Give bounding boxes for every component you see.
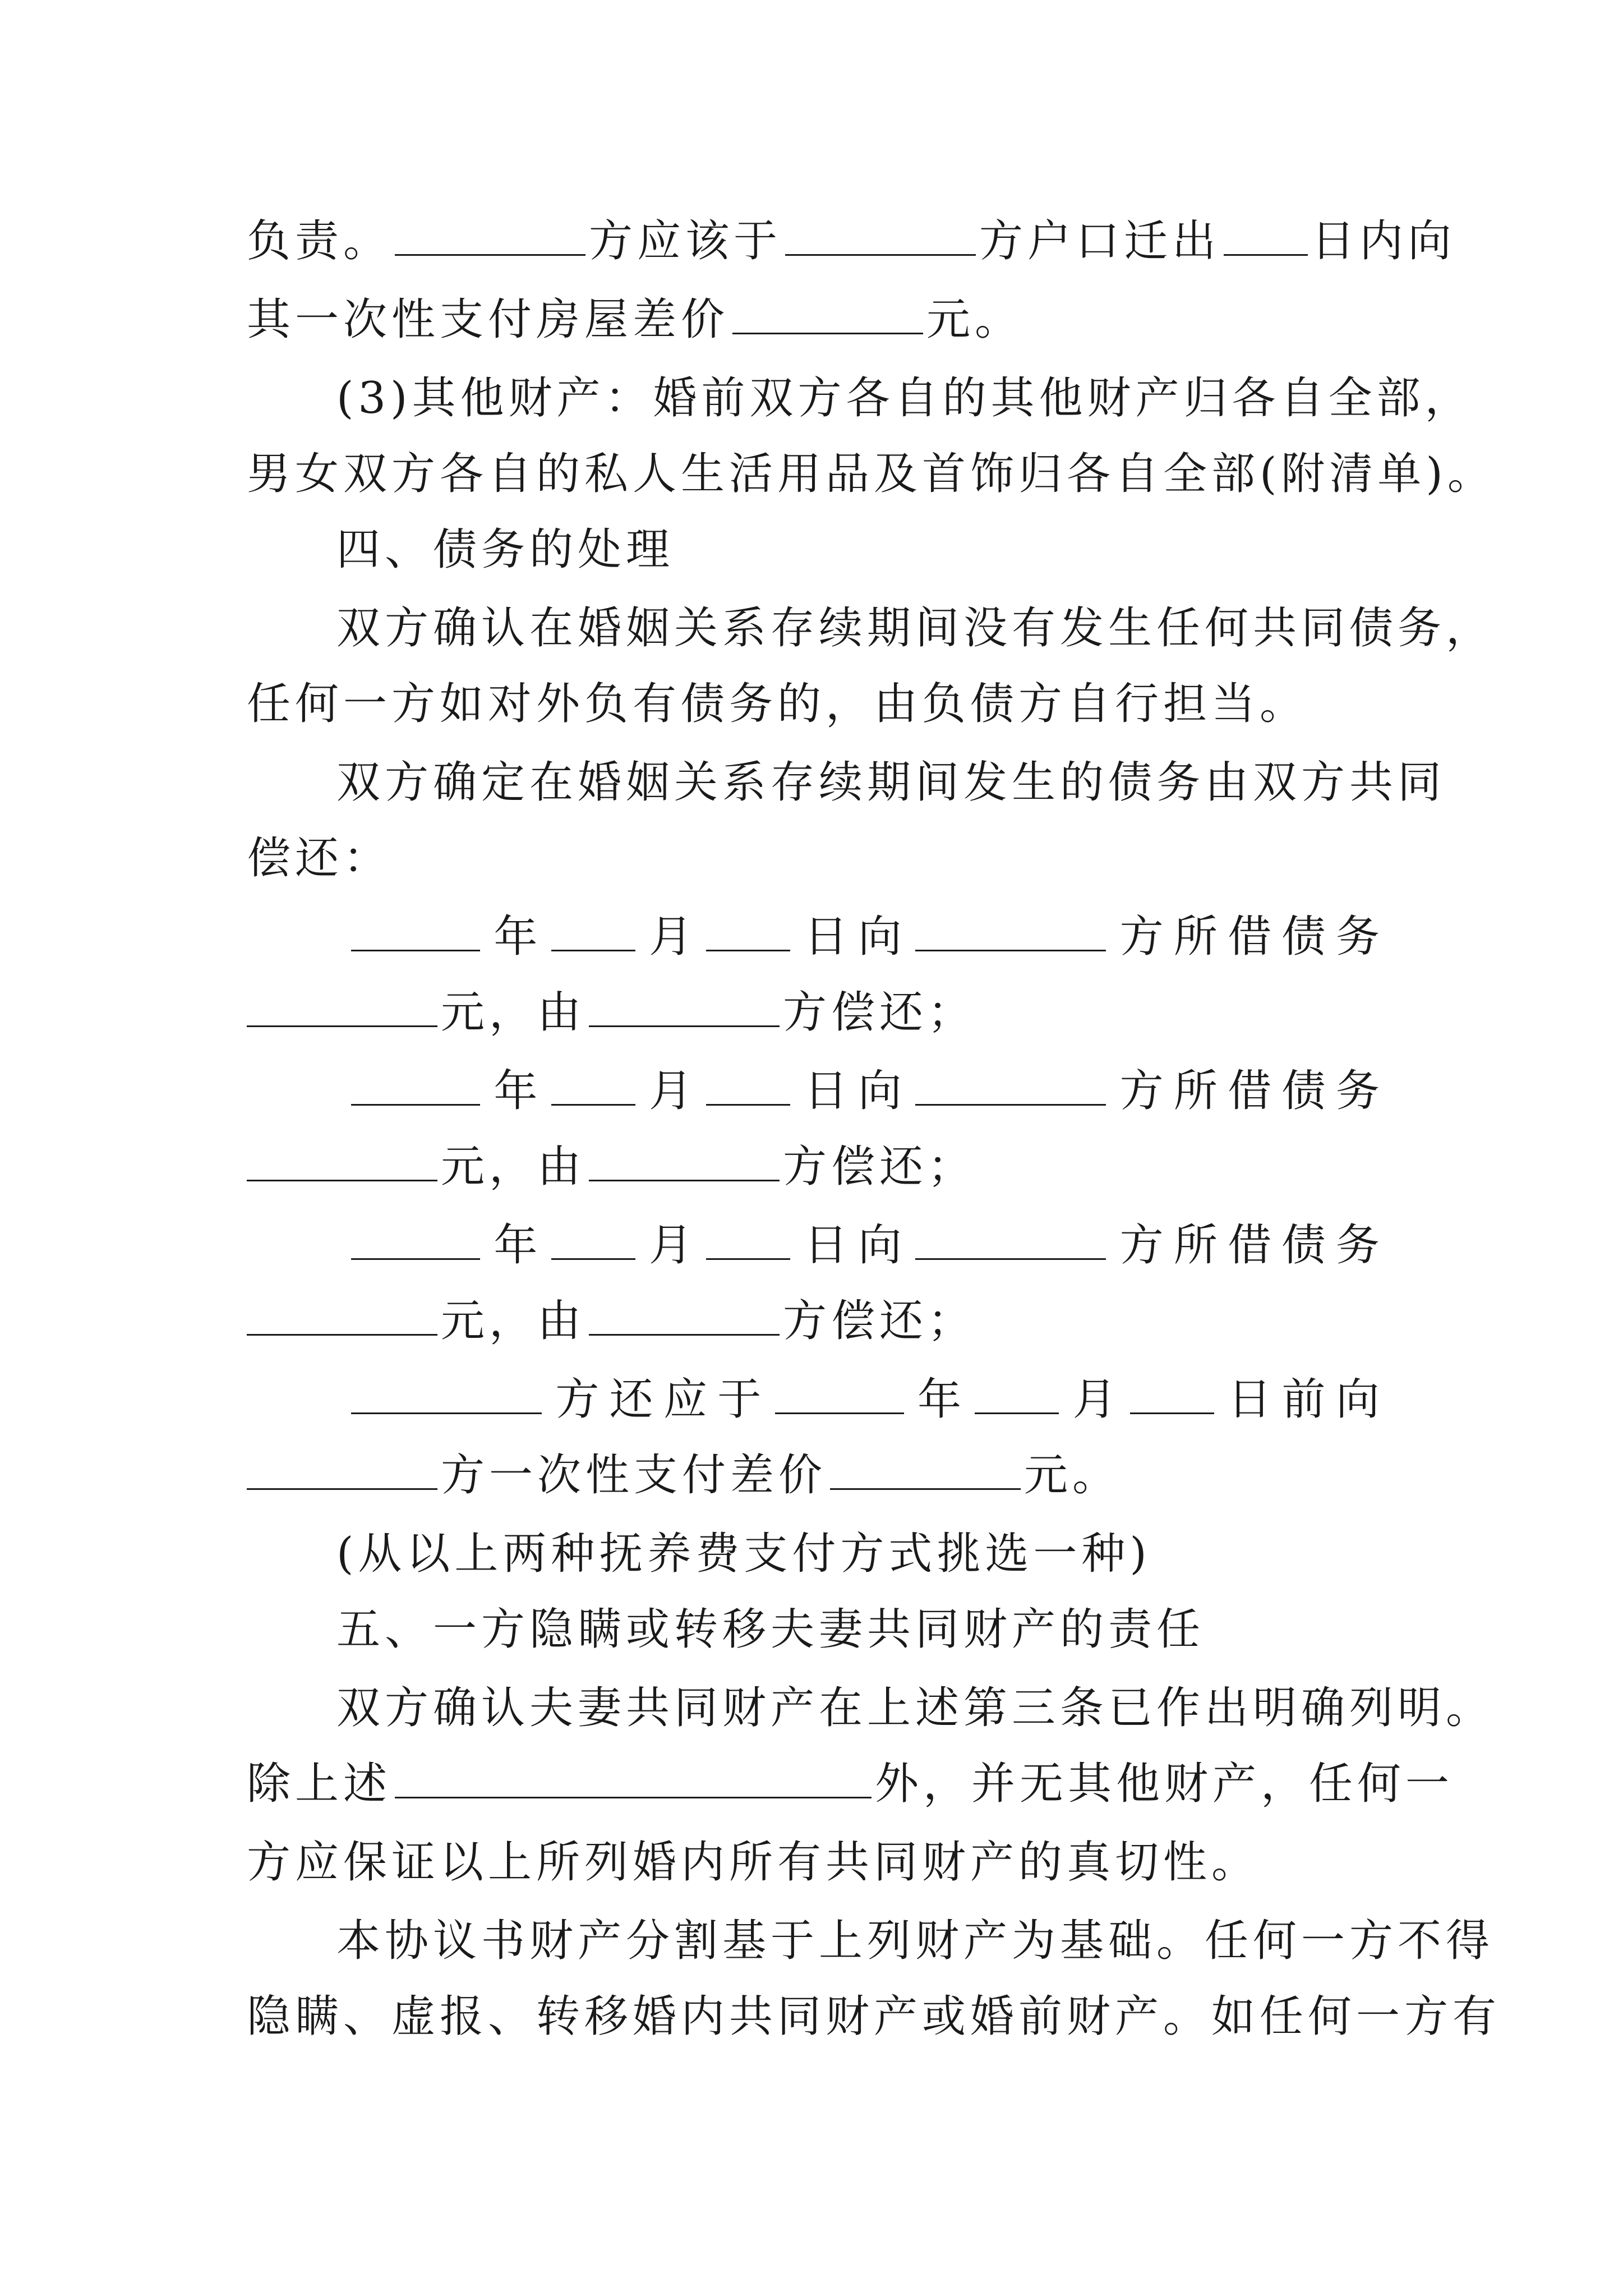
text-segment: 年: [917, 1374, 961, 1425]
text-segment: 向: [1335, 1374, 1380, 1425]
text-line: 双方确认在婚姻关系存续期间没有发生任何共同债务，: [336, 603, 1495, 654]
fill-blank: [247, 1295, 437, 1336]
text-segment: 务: [1335, 1220, 1380, 1271]
text-segment: 日内向: [1311, 216, 1456, 266]
text-segment: 除上述: [247, 1759, 392, 1809]
text-segment: 外，并无其他财产，任何一: [875, 1759, 1454, 1809]
section-heading: 四、债务的处理: [336, 524, 675, 575]
fill-blank: [247, 1140, 437, 1181]
text-segment: 方偿还；: [783, 1142, 976, 1192]
fill-blank: [975, 1373, 1059, 1414]
text-segment: 月: [648, 1066, 693, 1116]
fill-blank: [551, 1065, 635, 1106]
text-segment: 应: [663, 1374, 707, 1425]
text-segment: 所: [1173, 1066, 1218, 1116]
fill-blank: [706, 910, 790, 951]
fill-blank: [1224, 215, 1308, 256]
text-segment: 方偿还；: [783, 1296, 976, 1346]
text-segment: 还: [609, 1374, 653, 1425]
text-segment: 方偿还；: [783, 987, 976, 1038]
fill-blank: [830, 1449, 1021, 1490]
debt-entry-row: [348, 1052, 1380, 1130]
text-segment: 年: [494, 912, 538, 962]
fill-blank: [915, 1065, 1106, 1106]
fill-blank: [775, 1373, 904, 1414]
fill-blank: [551, 910, 635, 951]
text-segment: 务: [1335, 912, 1380, 962]
text-segment: 日: [1228, 1374, 1272, 1425]
text-segment: 向: [857, 1220, 902, 1271]
text-line: 男女双方各自的私人生活用品及首饰归各自全部(附清单)。: [247, 449, 1496, 499]
text-segment: 所: [1173, 1220, 1218, 1271]
text-segment: 月: [648, 1220, 693, 1271]
text-segment: 年: [494, 1066, 538, 1116]
text-line: [247, 202, 1456, 280]
debt-entry-cont: [247, 1128, 1380, 1206]
section-heading: 五、一方隐瞒或转移夫妻共同财产的责任: [336, 1604, 1205, 1655]
text-segment: 元，由: [441, 987, 586, 1038]
text-segment: 务: [1335, 1066, 1380, 1116]
fill-blank: [351, 910, 480, 951]
text-segment: 元。: [1024, 1450, 1121, 1501]
text-line: (从以上两种抚养费支付方式挑选一种): [336, 1529, 1151, 1579]
fill-blank: [1130, 1373, 1214, 1414]
text-segment: 日: [804, 1220, 848, 1271]
text-segment: 所: [1173, 912, 1218, 962]
fill-blank: [706, 1219, 790, 1260]
fill-blank: [351, 1219, 480, 1260]
text-segment: 方: [555, 1374, 600, 1425]
debt-entry-cont: [247, 973, 1380, 1052]
text-segment: 债: [1281, 1066, 1326, 1116]
text-line: 本协议书财产分割基于上列财产为基础。任何一方不得: [336, 1916, 1495, 1966]
text-line: (3)其他财产：婚前双方各自的其他财产归各自全部，: [336, 373, 1473, 424]
text-segment: 方应该于: [589, 216, 782, 266]
text-segment: 方: [1119, 912, 1164, 962]
text-line: 双方确定在婚姻关系存续期间发生的债务由双方共同: [336, 757, 1446, 808]
fill-blank: [589, 1140, 780, 1181]
payment-row: [348, 1360, 1380, 1439]
text-segment: 其一次性支付房屋差价: [247, 295, 730, 345]
text-line: 偿还：: [247, 833, 392, 884]
text-line: [247, 280, 1380, 359]
fill-blank: [247, 1449, 437, 1490]
debt-entry-row: [348, 1206, 1380, 1285]
fill-blank: [351, 1065, 480, 1106]
text-line: 隐瞒、虚报、转移婚内共同财产或婚前财产。如任何一方有: [247, 1991, 1501, 2042]
text-segment: 元，由: [441, 1296, 586, 1346]
fill-blank: [915, 910, 1106, 951]
text-line: 方应保证以上所列婚内所有共同财产的真切性。: [247, 1837, 1260, 1888]
fill-blank: [395, 215, 585, 256]
fill-blank: [706, 1065, 790, 1106]
text-segment: 借: [1228, 1220, 1272, 1271]
text-line: 双方确认夫妻共同财产在上述第三条已作出明确列明。: [336, 1683, 1495, 1733]
fill-blank: [351, 1373, 542, 1414]
debt-entry-cont: [247, 1282, 1380, 1360]
text-segment: 债: [1281, 912, 1326, 962]
text-segment: 月: [648, 912, 693, 962]
text-segment: 向: [857, 1066, 902, 1116]
text-segment: 债: [1281, 1220, 1326, 1271]
text-segment: 负责。: [247, 216, 392, 266]
fill-blank: [551, 1219, 635, 1260]
fill-blank: [589, 1295, 780, 1336]
text-segment: 方一次性支付差价: [441, 1450, 827, 1501]
fill-blank: [785, 215, 976, 256]
text-line: [247, 1745, 1454, 1823]
text-segment: 前: [1281, 1374, 1326, 1425]
text-segment: 方户口迁出: [979, 216, 1221, 266]
text-segment: 元。: [926, 295, 1023, 345]
fill-blank: [732, 293, 923, 334]
fill-blank: [915, 1219, 1106, 1260]
text-segment: 于: [717, 1374, 762, 1425]
text-segment: 方: [1119, 1066, 1164, 1116]
text-segment: 日: [804, 1066, 848, 1116]
text-line: 任何一方如对外负有债务的，由负债方自行担当。: [247, 679, 1308, 729]
text-segment: 年: [494, 1220, 538, 1271]
text-segment: 元，由: [441, 1142, 586, 1192]
text-segment: 月: [1072, 1374, 1117, 1425]
text-segment: 方: [1119, 1220, 1164, 1271]
payment-cont: [247, 1436, 1380, 1515]
text-segment: 日: [804, 912, 848, 962]
fill-blank: [395, 1757, 872, 1798]
text-segment: 借: [1228, 912, 1272, 962]
text-segment: 借: [1228, 1066, 1272, 1116]
fill-blank: [247, 986, 437, 1027]
fill-blank: [589, 986, 780, 1027]
text-segment: 向: [857, 912, 902, 962]
debt-entry-row: [348, 898, 1380, 976]
